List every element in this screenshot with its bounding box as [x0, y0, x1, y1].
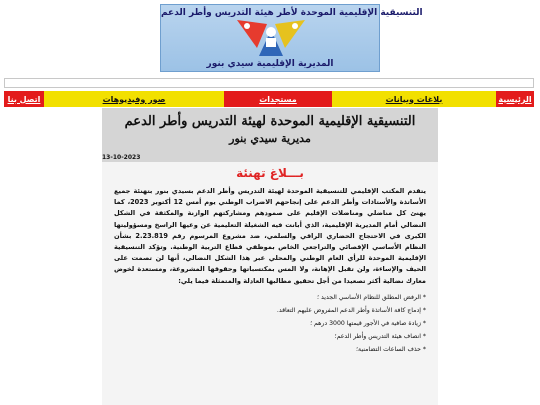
- nav-updates[interactable]: مستجدات: [224, 91, 332, 107]
- list-item: * الرفض المطلق للنظام الأساسي الجديد ؛: [317, 293, 426, 301]
- nav-statements[interactable]: بلاغات وبيانات: [332, 91, 496, 107]
- list-item: * إدماج كافة الأساتذة وأطر الدعم المفروض عليهم التعاقد.: [276, 306, 426, 314]
- coordination-logo-icon: [233, 18, 309, 58]
- announcement-body: [114, 186, 426, 356]
- document-title: التنسيقية الإقليمية الموحدة لهيئة التدريس وأطر الدعم: [124, 114, 416, 129]
- demands-list: [114, 291, 426, 356]
- banner-subtitle: المديرية الإقليمية سيدي بنور: [206, 59, 334, 69]
- nav-media[interactable]: صور وفيديوهات: [44, 91, 224, 107]
- document-date: 13-10-2023: [102, 154, 141, 161]
- ticker-bar: [4, 78, 534, 88]
- document-header: [102, 108, 438, 162]
- nav-home[interactable]: الرئيسية: [496, 91, 534, 107]
- header-banner: [160, 4, 423, 72]
- announcement-title: بـــلاغ تهنئة: [236, 166, 304, 180]
- document-subtitle: مديرية سيدي بنور: [229, 132, 311, 145]
- banner-title: التنسيقية الإقليمية الموحدة لأطر هيئة التدريس وأطر الدعم: [161, 8, 423, 18]
- list-item: * حذف الساعات التضامنية؛: [356, 345, 426, 353]
- announcement-paragraph: يتقدم المكتب الإقليمي للتنسيقية الموحدة لهيئة التدريس وأطر الدعم بسيدي بنور بتهنئة جميع الأساتذة والأستاذات وأطر الدعم على إنجاحهم الاضراب الوطني يوم أمس 12 أكتوبر 2023، كما يهنئ كل مناضلي ومناضلات الإقليم على صمودهم ومشاركتهم الوازنة والمكثفة في الشكل النضالي أمام المديرية الإقليمية، الذي أبانت فيه الشغيلة التعليمية عن وعيها الراسخ ومسؤوليتها الكبرى في الاحتجاج الحضاري الراقي والسلمي، ضد مشروع المرسوم رقم 2.23.819 بشأن النظام الأساسي الإقصائي والتراجعي الخاص بموظفي قطاع التربية الوطنية. وتؤكد التنسيقية الإقليمية الموحدة للرأي العام الوطني والمحلي عبر هذا الشكل النضالي، أنها لن تصمت على الحيف والإساءة، ولن تقبل الإهانة، ولا المس بمكتسباتها وحقوقها المشروعة، ومستعدة لخوض معارك نضالية أكثر تصعيدا من أجل تحقيق مطالبها العادلة والمتمثلة فيما يلي:: [114, 187, 426, 285]
- list-item: * انصاف هيئة التدريس وأطر الدعم؛: [334, 332, 426, 340]
- announcement-document: [102, 108, 438, 405]
- list-item: * زيادة صافية في الأجور قيمتها 3000 درهم ؛: [310, 319, 426, 327]
- nav-contact[interactable]: اتصل بنا: [4, 91, 44, 107]
- main-navigation: [4, 91, 534, 107]
